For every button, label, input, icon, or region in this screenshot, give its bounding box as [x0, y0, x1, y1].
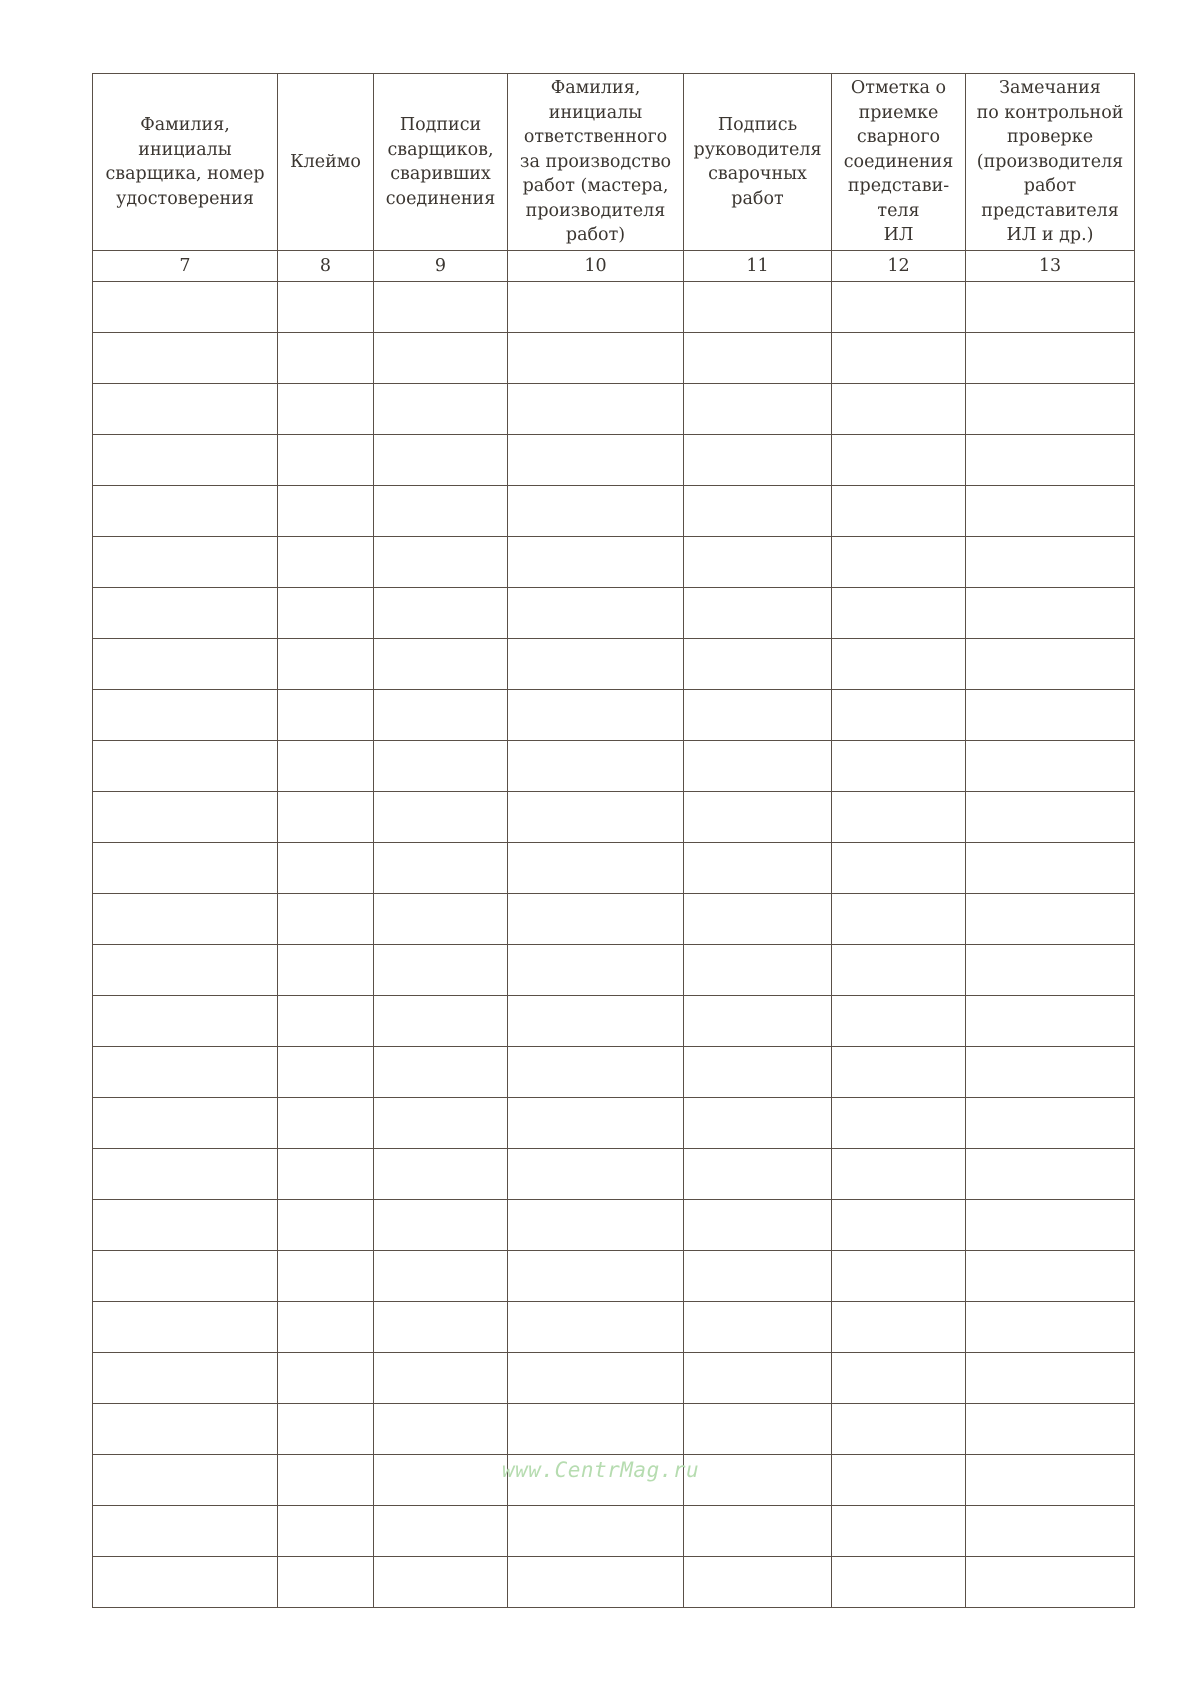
table-cell[interactable] [93, 486, 278, 537]
table-cell[interactable] [278, 690, 374, 741]
table-cell[interactable] [278, 1404, 374, 1455]
table-cell[interactable] [966, 1404, 1135, 1455]
table-cell[interactable] [966, 741, 1135, 792]
table-cell[interactable] [508, 486, 684, 537]
table-row [93, 1557, 1135, 1608]
table-cell[interactable] [374, 843, 508, 894]
table-cell[interactable] [832, 894, 966, 945]
table-cell[interactable] [832, 1455, 966, 1506]
header-text: Фамилия, инициалы сварщика, номер удостоверения [105, 115, 265, 209]
table-cell[interactable] [832, 1200, 966, 1251]
table-cell[interactable] [374, 741, 508, 792]
table-cell[interactable] [374, 639, 508, 690]
table-cell[interactable] [966, 690, 1135, 741]
table-cell[interactable] [93, 792, 278, 843]
table-cell[interactable] [374, 588, 508, 639]
table-cell[interactable] [278, 1506, 374, 1557]
table-cell[interactable] [93, 741, 278, 792]
table-cell[interactable] [374, 486, 508, 537]
table-cell[interactable] [966, 792, 1135, 843]
table-cell[interactable] [374, 1098, 508, 1149]
table-cell[interactable] [832, 996, 966, 1047]
table-cell[interactable] [832, 1353, 966, 1404]
table-cell[interactable] [278, 588, 374, 639]
header-cell-remarks [966, 74, 1135, 251]
table-cell[interactable] [508, 1251, 684, 1302]
table-cell[interactable] [508, 894, 684, 945]
table-cell[interactable] [966, 1098, 1135, 1149]
table-cell[interactable] [93, 384, 278, 435]
table-cell[interactable] [966, 588, 1135, 639]
table-cell[interactable] [508, 792, 684, 843]
table-cell[interactable] [374, 690, 508, 741]
table-cell[interactable] [832, 1251, 966, 1302]
table-cell[interactable] [966, 384, 1135, 435]
table-cell[interactable] [684, 639, 832, 690]
table-cell[interactable] [684, 1557, 832, 1608]
table-cell[interactable] [278, 1353, 374, 1404]
table-cell[interactable] [374, 792, 508, 843]
table-cell[interactable] [832, 843, 966, 894]
table-cell[interactable] [93, 690, 278, 741]
table-cell[interactable] [93, 435, 278, 486]
table-cell[interactable] [374, 1506, 508, 1557]
table-row [93, 1200, 1135, 1251]
table-cell[interactable] [93, 1353, 278, 1404]
table-cell[interactable] [684, 843, 832, 894]
watermark: www.CentrMag.ru [502, 1458, 700, 1482]
column-number: 9 [374, 251, 508, 282]
table-cell[interactable] [684, 588, 832, 639]
table-cell[interactable] [966, 282, 1135, 333]
table-cell[interactable] [374, 1353, 508, 1404]
table-cell[interactable] [93, 1557, 278, 1608]
table-cell[interactable] [832, 435, 966, 486]
table-cell[interactable] [684, 282, 832, 333]
table-cell[interactable] [966, 945, 1135, 996]
table-cell[interactable] [832, 1557, 966, 1608]
table-cell[interactable] [832, 1098, 966, 1149]
table-cell[interactable] [832, 1047, 966, 1098]
table-cell[interactable] [278, 792, 374, 843]
table-cell[interactable] [278, 639, 374, 690]
table-cell[interactable] [684, 1404, 832, 1455]
table-cell[interactable] [684, 945, 832, 996]
table-cell[interactable] [508, 996, 684, 1047]
header-text: Клеймо [290, 151, 361, 172]
table-cell[interactable] [278, 1455, 374, 1506]
table-cell[interactable] [966, 1455, 1135, 1506]
table-row [93, 1047, 1135, 1098]
table-cell[interactable] [508, 1404, 684, 1455]
table-cell[interactable] [966, 1557, 1135, 1608]
table-cell[interactable] [832, 1149, 966, 1200]
table-cell[interactable] [374, 435, 508, 486]
table-cell[interactable] [93, 945, 278, 996]
table-cell[interactable] [508, 741, 684, 792]
header-cell-welder-signatures [374, 74, 508, 251]
table-cell[interactable] [508, 537, 684, 588]
table-cell[interactable] [832, 1506, 966, 1557]
table-cell[interactable] [374, 1149, 508, 1200]
table-cell[interactable] [278, 1200, 374, 1251]
table-cell[interactable] [374, 1557, 508, 1608]
table-cell[interactable] [374, 384, 508, 435]
header-text: Подписи сварщиков, сваривших соединения [385, 115, 496, 209]
table-cell[interactable] [832, 588, 966, 639]
table-row [93, 1506, 1135, 1557]
table-cell[interactable] [966, 1047, 1135, 1098]
table-row [93, 894, 1135, 945]
table-cell[interactable] [374, 1404, 508, 1455]
table-cell[interactable] [684, 894, 832, 945]
table-cell[interactable] [93, 537, 278, 588]
table-cell[interactable] [508, 639, 684, 690]
table-cell[interactable] [508, 282, 684, 333]
table-cell[interactable] [93, 843, 278, 894]
table-cell[interactable] [93, 1455, 278, 1506]
column-number: 13 [966, 251, 1135, 282]
table-cell[interactable] [966, 435, 1135, 486]
table-cell[interactable] [832, 384, 966, 435]
header-text: Отметка о приемке сварного соединения представи- теля ИЛ [843, 78, 954, 246]
table-row [93, 690, 1135, 741]
table-cell[interactable] [278, 894, 374, 945]
welding-journal-table [92, 73, 1135, 1608]
table-cell[interactable] [278, 384, 374, 435]
table-row [93, 1251, 1135, 1302]
table-cell[interactable] [684, 1098, 832, 1149]
table-cell[interactable] [93, 894, 278, 945]
table-row [93, 384, 1135, 435]
table-cell[interactable] [832, 1302, 966, 1353]
table-cell[interactable] [508, 1353, 684, 1404]
table-cell[interactable] [832, 333, 966, 384]
table-cell[interactable] [684, 1506, 832, 1557]
table-cell[interactable] [508, 384, 684, 435]
table-cell[interactable] [966, 639, 1135, 690]
table-cell[interactable] [832, 486, 966, 537]
table-cell[interactable] [684, 1149, 832, 1200]
table-cell[interactable] [93, 1047, 278, 1098]
table-cell[interactable] [278, 537, 374, 588]
table-cell[interactable] [508, 333, 684, 384]
table-cell[interactable] [508, 435, 684, 486]
table-cell[interactable] [93, 1149, 278, 1200]
table-cell[interactable] [93, 996, 278, 1047]
header-text: Фамилия, инициалы ответственного за производство работ (мастера, производителя работ) [519, 78, 672, 246]
table-cell[interactable] [684, 333, 832, 384]
table-cell[interactable] [374, 1200, 508, 1251]
table-cell[interactable] [508, 1098, 684, 1149]
table-row [93, 996, 1135, 1047]
table-cell[interactable] [966, 843, 1135, 894]
table-cell[interactable] [966, 1251, 1135, 1302]
table-cell[interactable] [684, 1251, 832, 1302]
table-cell[interactable] [93, 1098, 278, 1149]
table-cell[interactable] [278, 435, 374, 486]
table-cell[interactable] [508, 1200, 684, 1251]
table-cell[interactable] [832, 690, 966, 741]
table-row [93, 792, 1135, 843]
table-row [93, 1302, 1135, 1353]
header-text: Замечания по контрольной проверке (производителя работ представителя ИЛ и др.) [976, 78, 1124, 246]
header-cell-manager-signature [684, 74, 832, 251]
table-cell[interactable] [278, 843, 374, 894]
table-cell[interactable] [278, 1098, 374, 1149]
table-cell[interactable] [508, 843, 684, 894]
table-cell[interactable] [93, 588, 278, 639]
table-cell[interactable] [684, 486, 832, 537]
table-cell[interactable] [684, 1302, 832, 1353]
table-cell[interactable] [684, 1047, 832, 1098]
table-cell[interactable] [93, 282, 278, 333]
table-cell[interactable] [966, 1302, 1135, 1353]
table-cell[interactable] [508, 1149, 684, 1200]
table-cell[interactable] [374, 537, 508, 588]
table-row [93, 1404, 1135, 1455]
header-row [93, 74, 1135, 251]
column-number: 11 [684, 251, 832, 282]
table-cell[interactable] [966, 1506, 1135, 1557]
table-cell[interactable] [684, 792, 832, 843]
table-cell[interactable] [684, 741, 832, 792]
table-cell[interactable] [278, 282, 374, 333]
table-cell[interactable] [966, 1200, 1135, 1251]
table-cell[interactable] [278, 945, 374, 996]
table-cell[interactable] [684, 1455, 832, 1506]
header-text: Подпись руководителя сварочных работ [693, 115, 822, 209]
table-row [93, 588, 1135, 639]
table-cell[interactable] [93, 1200, 278, 1251]
table-cell[interactable] [966, 537, 1135, 588]
table-cell[interactable] [278, 1047, 374, 1098]
table-cell[interactable] [966, 1149, 1135, 1200]
table-row [93, 741, 1135, 792]
table-row [93, 843, 1135, 894]
table-cell[interactable] [374, 1302, 508, 1353]
table-cell[interactable] [93, 1251, 278, 1302]
table-cell[interactable] [684, 537, 832, 588]
table-cell[interactable] [684, 1353, 832, 1404]
table-cell[interactable] [684, 1200, 832, 1251]
table-row [93, 1353, 1135, 1404]
table-cell[interactable] [832, 1404, 966, 1455]
table-cell[interactable] [374, 996, 508, 1047]
table-cell[interactable] [966, 996, 1135, 1047]
column-number: 12 [832, 251, 966, 282]
table-cell[interactable] [374, 894, 508, 945]
table-row [93, 333, 1135, 384]
table-row [93, 1098, 1135, 1149]
table-cell[interactable] [508, 1302, 684, 1353]
column-number: 8 [278, 251, 374, 282]
table-cell[interactable] [508, 945, 684, 996]
table-cell[interactable] [832, 792, 966, 843]
table-row [93, 639, 1135, 690]
table-cell[interactable] [966, 894, 1135, 945]
column-number: 7 [93, 251, 278, 282]
table-cell[interactable] [508, 1047, 684, 1098]
table-cell[interactable] [966, 333, 1135, 384]
table-cell[interactable] [508, 1506, 684, 1557]
column-number-row [93, 251, 1135, 282]
column-number: 10 [508, 251, 684, 282]
table-cell[interactable] [374, 945, 508, 996]
table-cell[interactable] [278, 1302, 374, 1353]
table-cell[interactable] [508, 1557, 684, 1608]
table-cell[interactable] [684, 384, 832, 435]
table-cell[interactable] [508, 690, 684, 741]
table-cell[interactable] [374, 1251, 508, 1302]
table-cell[interactable] [278, 1251, 374, 1302]
table-row [93, 282, 1135, 333]
table-cell[interactable] [832, 639, 966, 690]
table-cell[interactable] [374, 1047, 508, 1098]
header-cell-responsible-person [508, 74, 684, 251]
table-cell[interactable] [93, 1302, 278, 1353]
table-cell[interactable] [93, 639, 278, 690]
table-cell[interactable] [966, 1353, 1135, 1404]
table-row [93, 435, 1135, 486]
table-cell[interactable] [832, 537, 966, 588]
table-cell[interactable] [278, 486, 374, 537]
table-cell[interactable] [278, 1149, 374, 1200]
table-row [93, 945, 1135, 996]
header-cell-welder-name [93, 74, 278, 251]
table-cell[interactable] [374, 333, 508, 384]
table-cell[interactable] [684, 996, 832, 1047]
table-cell[interactable] [684, 435, 832, 486]
table-cell[interactable] [508, 588, 684, 639]
table-cell[interactable] [278, 996, 374, 1047]
table-cell[interactable] [278, 1557, 374, 1608]
table-cell[interactable] [278, 741, 374, 792]
header-cell-acceptance-mark [832, 74, 966, 251]
table-row [93, 486, 1135, 537]
table-cell[interactable] [278, 333, 374, 384]
table-row [93, 537, 1135, 588]
table-cell[interactable] [966, 486, 1135, 537]
table-cell[interactable] [374, 282, 508, 333]
table-row [93, 1149, 1135, 1200]
table-cell[interactable] [374, 1455, 508, 1506]
header-cell-stamp [278, 74, 374, 251]
table-cell[interactable] [832, 945, 966, 996]
table-cell[interactable] [93, 1506, 278, 1557]
table-cell[interactable] [93, 333, 278, 384]
table-cell[interactable] [832, 282, 966, 333]
table-cell[interactable] [93, 1404, 278, 1455]
table-cell[interactable] [832, 741, 966, 792]
table-cell[interactable] [684, 690, 832, 741]
